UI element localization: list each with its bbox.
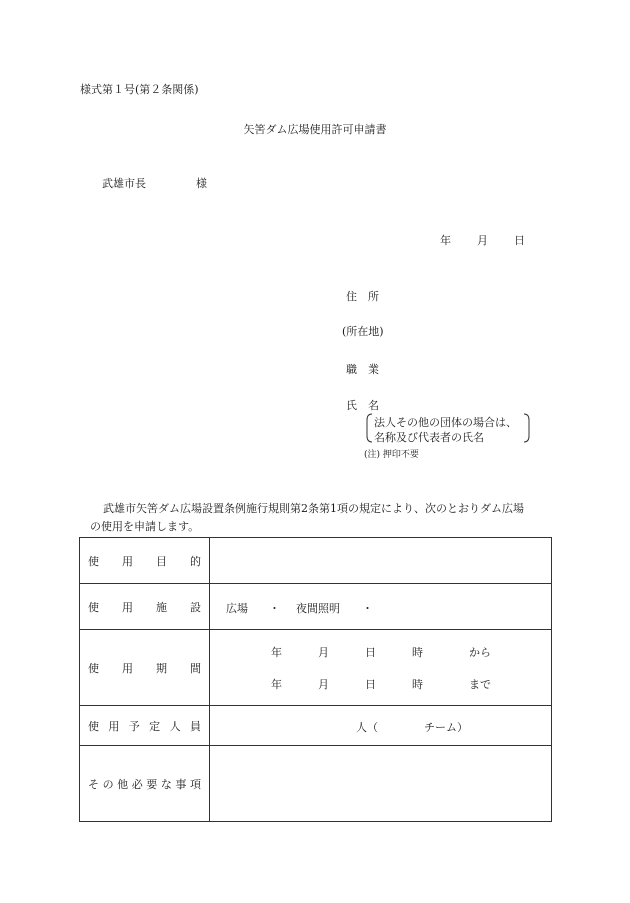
period-to-year: 年 [271,678,282,691]
application-table [79,537,552,822]
period-to-suffix: まで [469,678,491,691]
applicant-location-label: (所在地) [342,325,384,338]
period-to-hour: 時 [412,678,423,691]
body-text-line-1: 武雄市矢筈ダム広場設置条例施行規則第2条第1項の規定により、次のとおりダム広場 [103,502,524,515]
application-date [440,232,525,248]
attendance-teams: チーム） [424,721,468,734]
period-from-day: 日 [365,646,376,659]
date-day: 日 [514,234,525,247]
date-year: 年 [440,234,451,247]
purpose-value-cell[interactable] [210,538,552,584]
applicant-address-label: 住 所 [346,290,379,303]
purpose-label-cell [80,538,210,584]
table-row [80,746,552,822]
facility-options [210,584,551,629]
corporate-name-bracket [365,413,531,443]
period-from-suffix: から [469,646,491,659]
other-label-cell [80,746,210,822]
attendance-people: 人（ [356,721,378,734]
table-row [80,630,552,706]
other-value-cell[interactable] [210,746,552,822]
table-row [80,584,552,630]
seal-note: (注) 押印不要 [364,450,419,460]
applicant-occupation-label: 職 業 [346,363,379,376]
period-from-hour: 時 [412,646,423,659]
addressee: 武雄市長 [102,177,146,190]
facility-separator: ・ [269,602,280,615]
period-value-cell[interactable] [210,630,552,706]
period-fields [210,630,551,705]
document-title: 矢筈ダム広場使用許可申請書 [243,123,387,136]
attendance-label-cell [80,706,210,746]
facility-separator: ・ [362,602,373,615]
purpose-label: 使 用 目 的 [88,554,201,568]
facility-label-cell [80,584,210,630]
facility-label: 使 用 施 設 [88,600,201,614]
date-month: 月 [477,234,488,247]
applicant-name-label: 氏 名 [346,399,379,412]
form-number: 様式第１号(第２条関係) [80,83,199,96]
other-label: そ の 他 必 要 な 事 項 [88,777,201,791]
addressee-honorific: 様 [196,177,207,190]
attendance-value-cell[interactable] [210,706,552,746]
period-label: 使 用 期 間 [88,661,201,675]
period-label-cell [80,630,210,706]
bracket-line-2: 名称及び代表者の氏名 [374,431,484,444]
attendance-label: 使 用 予 定 人 員 [88,719,201,733]
bracket-line-1: 法人その他の団体の場合は、 [374,416,517,429]
period-to-day: 日 [365,678,376,691]
table-row [80,538,552,584]
body-text-line-2: の使用を申請します。 [90,520,200,533]
period-from-year: 年 [271,646,282,659]
table-row [80,706,552,746]
attendance-fields [210,706,551,745]
period-from-month: 月 [318,646,329,659]
facility-value-cell[interactable] [210,584,552,630]
facility-night-lighting[interactable]: 夜間照明 [296,602,340,615]
period-to-month: 月 [318,678,329,691]
facility-plaza[interactable]: 広場 [226,602,248,615]
